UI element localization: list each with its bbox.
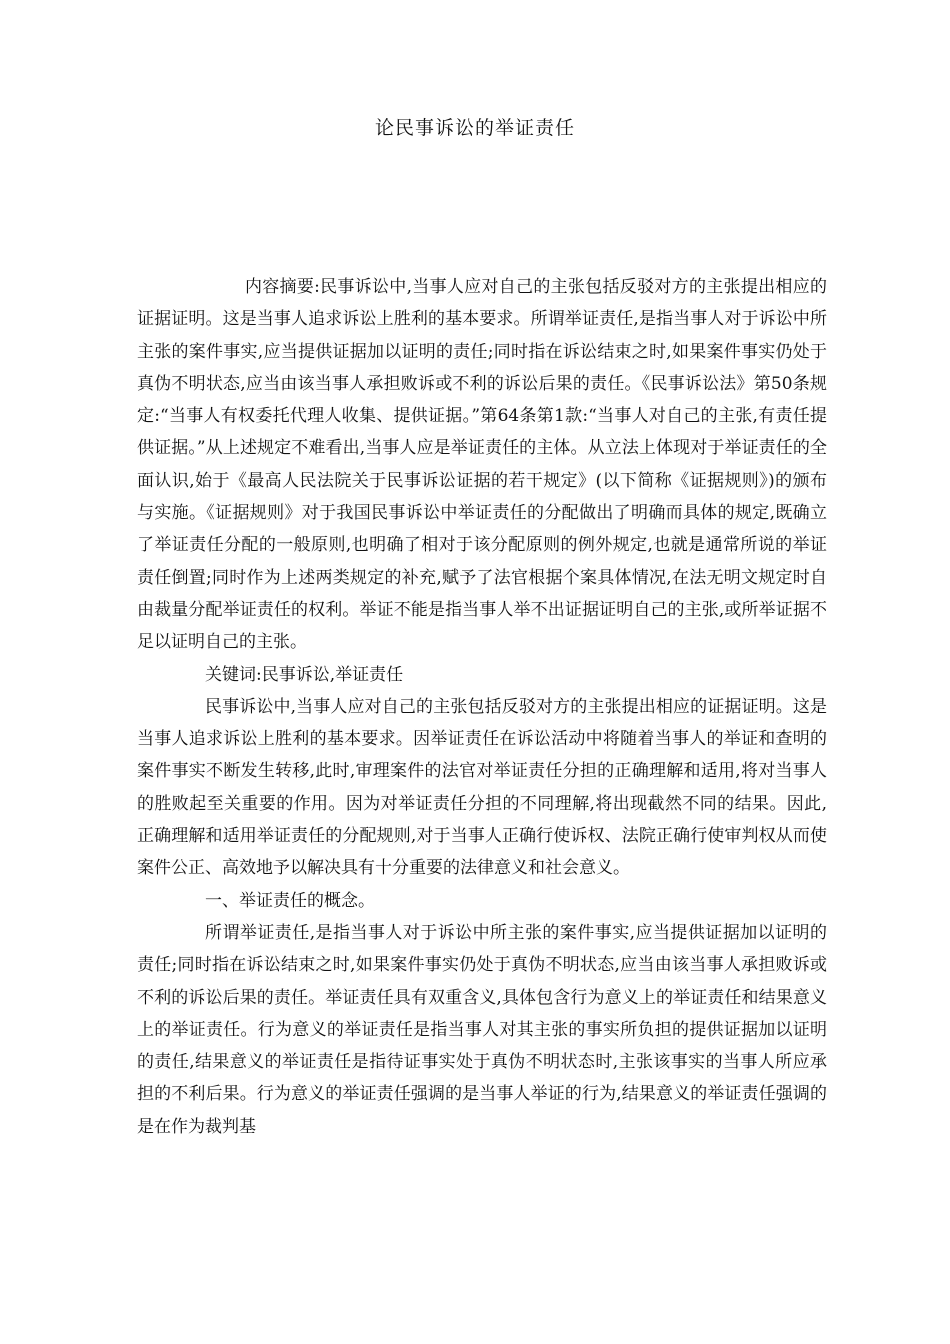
intro-paragraph: 民事诉讼中,当事人应对自己的主张包括反驳对方的主张提出相应的证据证明。这是当事人追求诉讼上胜利的基本要求。因举证责任在诉讼活动中将随着当事人的举证和查明的案件事实不断发生转移,此时,审理案件的法官对举证责任分担的正确理解和适用,将对当事人的胜败起至关重要的作用。因为对举证责任分担的不同理解,将出现截然不同的结果。因此,正确理解和适用举证责任的分配规则,对于当事人正确行使诉权、法院正确行使审判权从而使案件公正、高效地予以解决具有十分重要的法律意义和社会意义。 [137, 696, 827, 879]
abstract-paragraph: 内容摘要:民事诉讼中,当事人应对自己的主张包括反驳对方的主张提出相应的证据证明。这是当事人追求诉讼上胜利的基本要求。所谓举证责任,是指当事人对于诉讼中所主张的案件事实,应当提供证据加以证明的责任;同时指在诉讼结束之时,如果案件事实仍处于真伪不明状态,应当由该当事人承担败诉或不利的诉讼后果的责任。《民事诉讼法》第50条规定:“当事人有权委托代理人收集、提供证据。”第64条第1款:“当事人对自己的主张,有责任提供证据。”从上述规定不难看出,当事人应是举证责任的主体。从立法上体现对于举证责任的全面认识,始于《最高人民法院关于民事诉讼证据的若干规定》(以下简称《证据规则》)的颁布与实施。《证据规则》对于我国民事诉讼中举证责任的分配做出了明确而具体的规定,既确立了举证责任分配的一般原则,也明确了相对于该分配原则的例外规定,也就是通常所说的举证责任倒置;同时作为上述两类规定的补充,赋予了法官根据个案具体情况,在法无明文规定时自由裁量分配举证责任的权利。举证不能是指当事人举不出证据证明自己的主张,或所举证据不足以证明自己的主张。 [137, 277, 827, 653]
document-body [137, 271, 827, 1143]
document-title: 论民事诉讼的举证责任 [374, 117, 575, 139]
keywords-line: 关键词:民事诉讼,举证责任 [205, 664, 404, 685]
section-paragraph: 所谓举证责任,是指当事人对于诉讼中所主张的案件事实,应当提供证据加以证明的责任;同时指在诉讼结束之时,如果案件事实仍处于真伪不明状态,应当由该当事人承担败诉或不利的诉讼后果的责任。举证责任具有双重含义,具体包含行为意义上的举证责任和结果意义上的举证责任。行为意义的举证责任是指当事人对其主张的事实所负担的提供证据加以证明的责任,结果意义的举证责任是指待证事实处于真伪不明状态时,主张该事实的当事人所应承担的不利后果。行为意义的举证责任强调的是当事人举证的行为,结果意义的举证责任强调的是在作为裁判基 [137, 922, 827, 1137]
section-heading: 一、举证责任的概念。 [205, 890, 375, 911]
